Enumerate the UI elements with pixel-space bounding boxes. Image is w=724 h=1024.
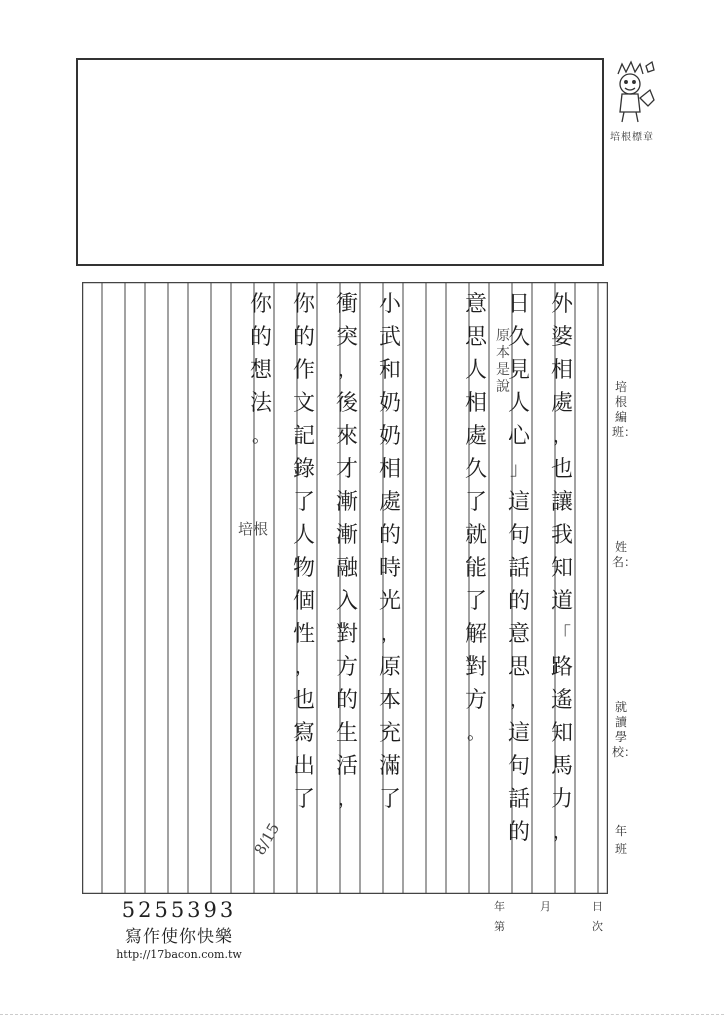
essay-char: 充 bbox=[378, 721, 401, 746]
essay-char: 久 bbox=[507, 325, 530, 350]
brand-url[interactable]: http://17bacon.com.tw bbox=[116, 948, 242, 961]
bacon-mascot-stamp bbox=[606, 60, 658, 126]
essay-char: 錄 bbox=[292, 457, 315, 482]
essay-char: 時 bbox=[378, 556, 401, 581]
essay-char: 武 bbox=[378, 325, 401, 350]
essay-char: 生 bbox=[335, 721, 358, 746]
essay-char: 個 bbox=[292, 589, 315, 614]
essay-char: 能 bbox=[464, 556, 487, 581]
essay-char: 方 bbox=[464, 688, 487, 713]
essay-char: 對 bbox=[335, 622, 358, 647]
essay-char: ， bbox=[553, 426, 571, 447]
essay-char: 突 bbox=[335, 325, 358, 350]
essay-char: 我 bbox=[550, 523, 573, 548]
essay-char: 光 bbox=[378, 589, 401, 614]
essay-char: 的 bbox=[507, 589, 530, 614]
essay-char: 意 bbox=[464, 292, 487, 317]
teacher-comment-box bbox=[76, 58, 604, 266]
essay-char: 了 bbox=[464, 490, 487, 515]
essay-char: 和 bbox=[378, 358, 401, 383]
essay-char: 句 bbox=[507, 754, 530, 779]
essay-char: 見 bbox=[507, 358, 530, 383]
essay-char: 對 bbox=[464, 655, 487, 680]
times-label: 次 bbox=[592, 920, 603, 933]
essay-char: 衝 bbox=[335, 292, 358, 317]
essay-char: 意 bbox=[507, 622, 530, 647]
number-label: 第 bbox=[494, 920, 505, 933]
essay-char: 活 bbox=[335, 754, 358, 779]
essay-char: 話 bbox=[507, 556, 530, 581]
essay-char: 物 bbox=[292, 556, 315, 581]
essay-char: 人 bbox=[507, 391, 530, 416]
essay-column bbox=[547, 288, 577, 849]
essay-char: 知 bbox=[550, 721, 573, 746]
essay-char: 遙 bbox=[550, 688, 573, 713]
bottom-divider bbox=[0, 1012, 724, 1015]
essay-char: 你 bbox=[249, 292, 272, 317]
teacher-mark: 培根 bbox=[238, 520, 269, 538]
essay-char: 也 bbox=[550, 457, 573, 482]
brand-slogan: 寫作使你快樂 bbox=[125, 927, 233, 947]
essay-char: 融 bbox=[335, 556, 358, 581]
essay-char: ， bbox=[295, 657, 313, 678]
essay-char: 了 bbox=[378, 787, 401, 812]
essay-char: 來 bbox=[335, 424, 358, 449]
essay-char: 文 bbox=[292, 391, 315, 416]
essay-char: 讓 bbox=[550, 490, 573, 515]
essay-char: 人 bbox=[464, 358, 487, 383]
essay-char: 入 bbox=[335, 589, 358, 614]
essay-char: 記 bbox=[292, 424, 315, 449]
manuscript-grid bbox=[82, 282, 608, 894]
essay-char: 出 bbox=[292, 754, 315, 779]
essay-char: 這 bbox=[507, 490, 530, 515]
essay-char: 婆 bbox=[550, 325, 573, 350]
essay-char: 處 bbox=[378, 490, 401, 515]
essay-char: 」 bbox=[510, 459, 528, 480]
essay-char: 寫 bbox=[292, 721, 315, 746]
school-label: 就讀學校： bbox=[612, 700, 637, 759]
brand-phone: 5255393 bbox=[121, 898, 237, 922]
stamp-label: 培根標章 bbox=[610, 132, 654, 143]
essay-char: 解 bbox=[464, 622, 487, 647]
essay-column bbox=[332, 288, 362, 816]
essay-char: 方 bbox=[335, 655, 358, 680]
essay-char: 路 bbox=[550, 655, 573, 680]
essay-char: 相 bbox=[378, 457, 401, 482]
essay-char: 你 bbox=[292, 292, 315, 317]
essay-char: 原 bbox=[378, 655, 401, 680]
essay-char: 性 bbox=[292, 622, 315, 647]
essay-char: 作 bbox=[292, 358, 315, 383]
essay-char: ， bbox=[553, 822, 571, 843]
essay-char: 處 bbox=[464, 424, 487, 449]
essay-char: 相 bbox=[550, 358, 573, 383]
essay-char: ， bbox=[510, 690, 528, 711]
inserted-note: 原本是說 bbox=[496, 328, 510, 395]
essay-char: 話 bbox=[507, 787, 530, 812]
essay-char: 知 bbox=[550, 556, 573, 581]
essay-char: 馬 bbox=[550, 754, 573, 779]
essay-char: 漸 bbox=[335, 490, 358, 515]
essay-char: 了 bbox=[464, 589, 487, 614]
essay-char: 小 bbox=[378, 292, 401, 317]
essay-char: 久 bbox=[464, 457, 487, 482]
essay-char: 心 bbox=[507, 424, 530, 449]
day-label: 日 bbox=[592, 900, 603, 913]
brand-block bbox=[114, 898, 244, 961]
essay-char: 漸 bbox=[335, 523, 358, 548]
essay-char: 人 bbox=[292, 523, 315, 548]
month-label: 月 bbox=[540, 900, 551, 913]
essay-char: 奶 bbox=[378, 424, 401, 449]
essay-char: 。 bbox=[252, 426, 270, 447]
essay-char: 思 bbox=[507, 655, 530, 680]
essay-char: 力 bbox=[550, 787, 573, 812]
essay-char: 外 bbox=[550, 292, 573, 317]
essay-char: 的 bbox=[335, 688, 358, 713]
essay-char: 處 bbox=[550, 391, 573, 416]
essay-char: 就 bbox=[464, 523, 487, 548]
essay-char: 這 bbox=[507, 721, 530, 746]
date-mark: 8/15 bbox=[250, 819, 284, 859]
essay-char: 想 bbox=[249, 358, 272, 383]
essay-char: 後 bbox=[335, 391, 358, 416]
essay-column bbox=[246, 288, 276, 453]
essay-char: 本 bbox=[378, 688, 401, 713]
essay-char: 了 bbox=[292, 490, 315, 515]
essay-char: 的 bbox=[378, 523, 401, 548]
class-label: 培根編班： bbox=[612, 380, 637, 439]
essay-column bbox=[461, 288, 491, 750]
essay-char: 也 bbox=[292, 688, 315, 713]
essay-char: 。 bbox=[467, 723, 485, 744]
essay-char: 法 bbox=[249, 391, 272, 416]
essay-char: 思 bbox=[464, 325, 487, 350]
essay-char: ， bbox=[381, 624, 399, 645]
essay-char: 相 bbox=[464, 391, 487, 416]
essay-char: 日 bbox=[507, 292, 530, 317]
essay-char: ， bbox=[338, 360, 356, 381]
essay-char: 的 bbox=[507, 820, 530, 845]
essay-char: 了 bbox=[292, 787, 315, 812]
essay-char: 滿 bbox=[378, 754, 401, 779]
essay-char: 道 bbox=[550, 589, 573, 614]
essay-char: 才 bbox=[335, 457, 358, 482]
essay-char: 句 bbox=[507, 523, 530, 548]
year-class-label: 年 班 bbox=[614, 824, 627, 856]
essay-char: 奶 bbox=[378, 391, 401, 416]
year-label: 年 bbox=[494, 900, 505, 913]
essay-column bbox=[289, 288, 319, 816]
essay-char: 的 bbox=[249, 325, 272, 350]
essay-char: 「 bbox=[553, 624, 571, 645]
essay-column bbox=[375, 288, 405, 816]
name-label: 姓名： bbox=[612, 540, 637, 569]
essay-char: ， bbox=[338, 789, 356, 810]
essay-char: 的 bbox=[292, 325, 315, 350]
